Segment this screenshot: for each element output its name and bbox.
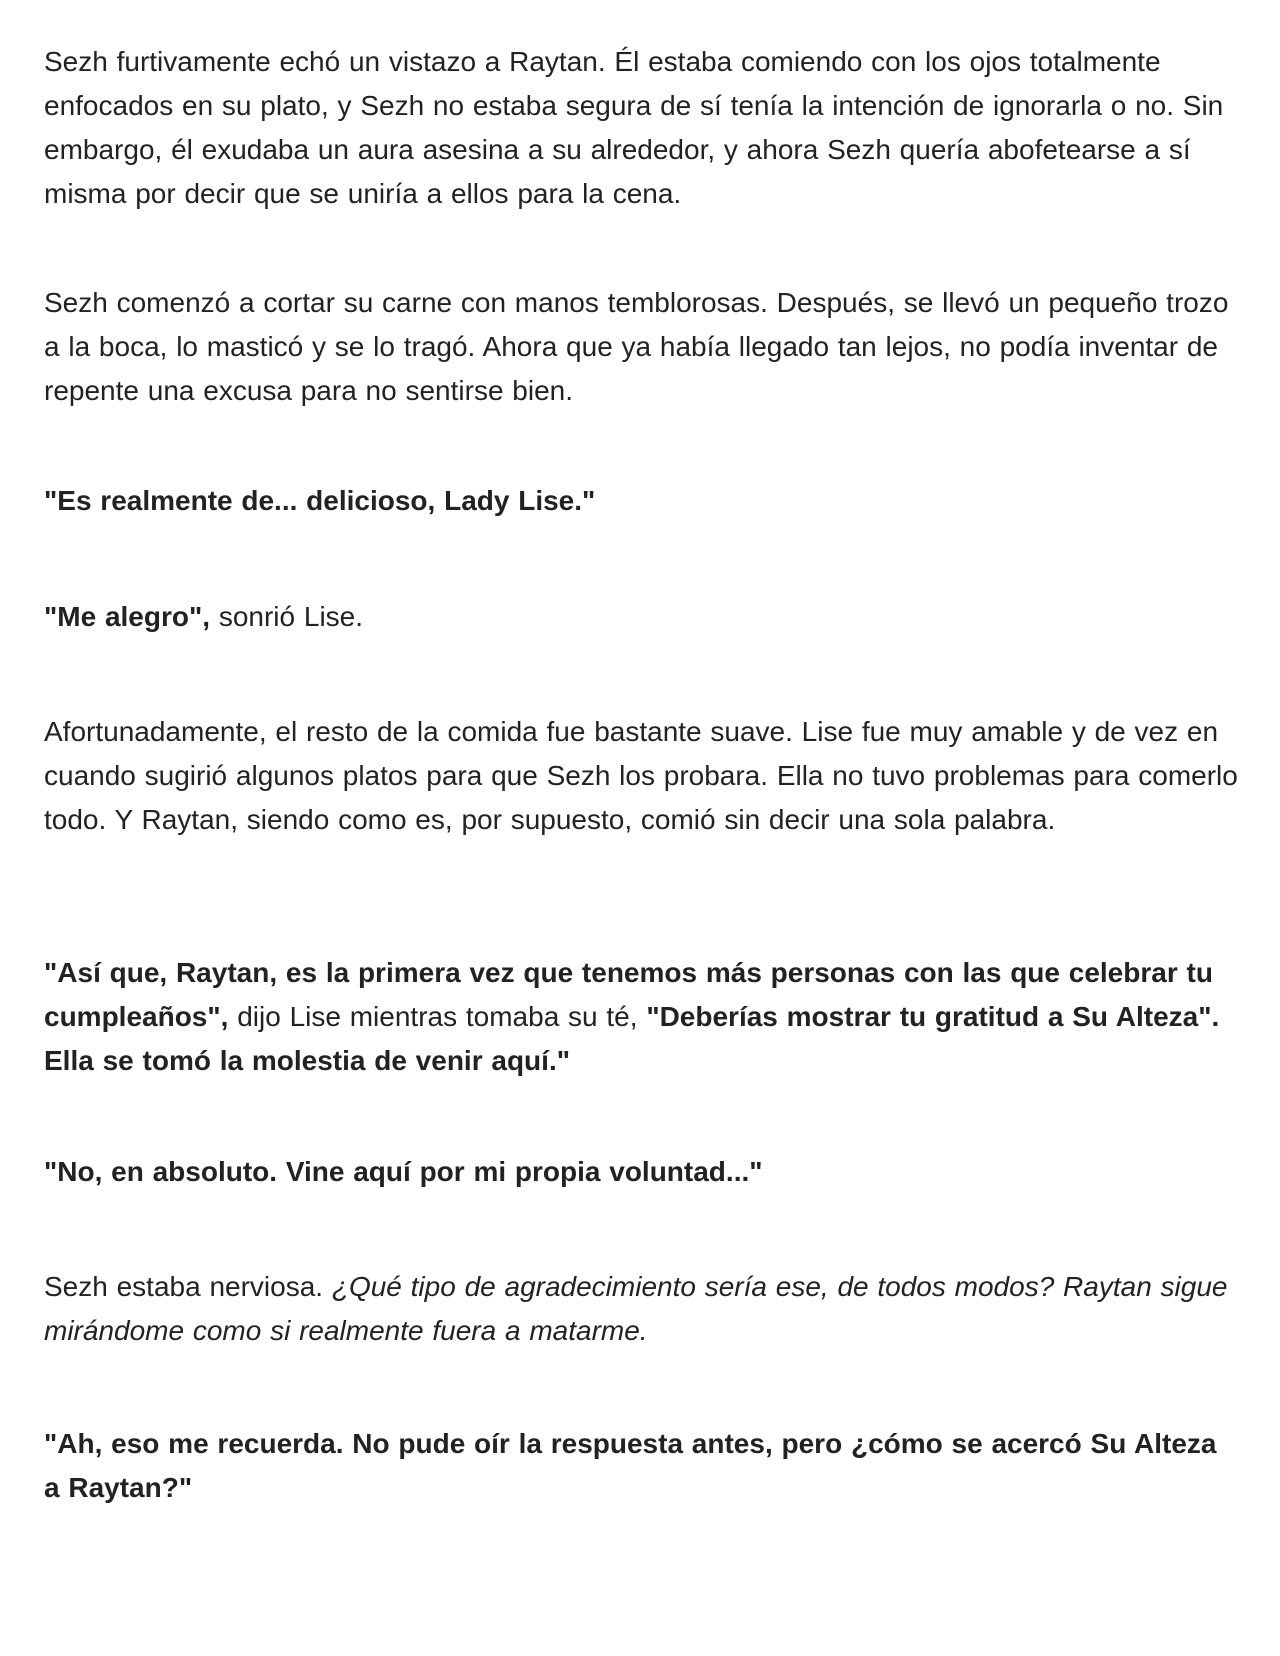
narration-text: Sezh estaba nerviosa. [44,1271,332,1302]
paragraph-dialogue-3 [44,951,1240,1083]
narration-text: sonrió Lise. [210,601,364,632]
narration-text: Afortunadamente, el resto de la comida fue bastante suave. Lise fue muy amable y de vez en cuando sugirió algunos platos para que Sezh los probara. Ella no tuvo problemas para comerlo todo. Y Raytan, siendo como es, por supuesto, comió sin decir una sola palabra. [44,716,1238,835]
dialogue-text: "Ah, eso me recuerda. No pude oír la respuesta antes, pero ¿cómo se acercó Su Alteza a Raytan?" [44,1428,1217,1503]
narration-text: Sezh furtivamente echó un vistazo a Raytan. Él estaba comiendo con los ojos totalmente enfocados en su plato, y Sezh no estaba segura de sí tenía la intención de ignorarla o no. Sin embargo, él exudaba un aura asesina a su alrededor, y ahora Sezh quería abofetearse a sí misma por decir que se uniría a ellos para la cena. [44,46,1224,209]
paragraph-dialogue-2 [44,595,1240,639]
narration-text: Sezh comenzó a cortar su carne con manos temblorosas. Después, se llevó un pequeño trozo a la boca, lo masticó y se lo tragó. Ahora que ya había llegado tan lejos, no podía inventar de repente una excusa para no sentirse bien. [44,287,1229,406]
paragraph-thought [44,1265,1240,1353]
dialogue-text: "Deberías mostrar tu gratitud a Su Alteza". Ella se tomó la molestia de venir aquí." [44,1001,1220,1076]
dialogue-text: "No, en absoluto. Vine aquí por mi propia voluntad..." [44,1156,763,1187]
paragraph-narration-2 [44,281,1240,413]
dialogue-text: "Me alegro", [44,601,211,632]
paragraph-narration-1 [44,40,1240,216]
dialogue-text: "Así que, Raytan, es la primera vez que tenemos más personas con las que celebrar tu cumpleaños", [44,957,1213,1032]
paragraph-dialogue-1 [44,479,1240,523]
paragraph-dialogue-5 [44,1422,1240,1510]
narration-text: dijo Lise mientras tomaba su té, [228,1001,647,1032]
dialogue-text: "Es realmente de... delicioso, Lady Lise." [44,485,596,516]
paragraph-narration-3 [44,710,1240,842]
thought-text: ¿Qué tipo de agradecimiento sería ese, de todos modos? Raytan sigue mirándome como si realmente fuera a matarme. [44,1271,1228,1346]
paragraph-dialogue-4 [44,1150,1240,1194]
